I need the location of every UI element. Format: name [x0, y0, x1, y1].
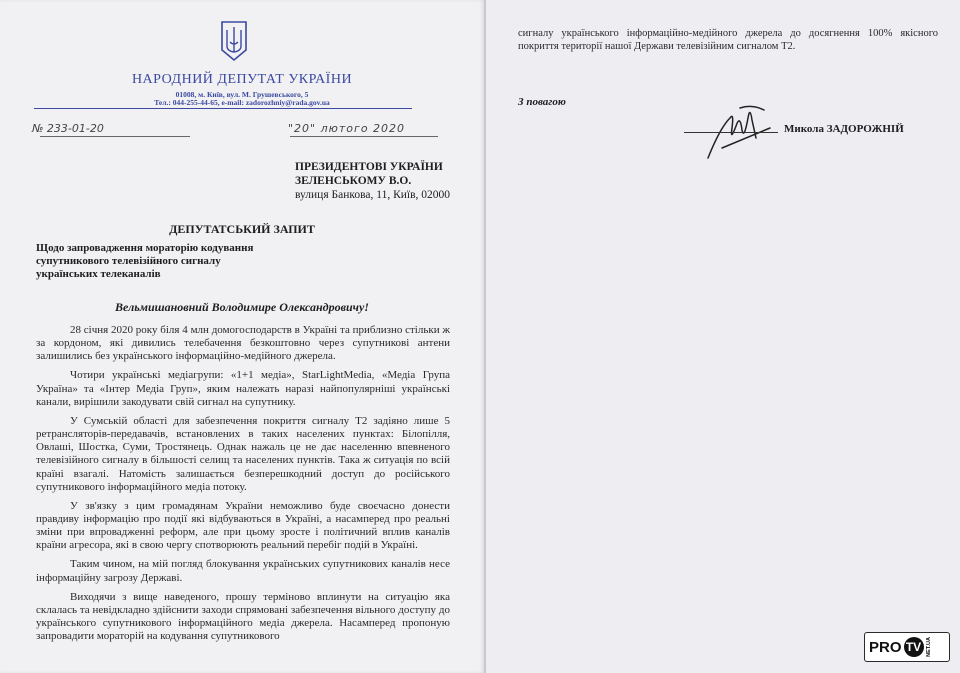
signatory-name: Микола ЗАДОРОЖНІЙ — [784, 123, 904, 135]
paragraph: Виходячи з вище наведеного, прошу терміново вплинути на ситуацію яка склалась та невідкладно здійснити заходи спрямовані забезпечення вільного доступу до українського супутникового інформаційного медіа джерела. Насамперед пропоную запровадити мораторій на кодування супутникового — [36, 590, 450, 643]
salutation: Вельмишановний Володимире Олександровичу! — [115, 300, 369, 314]
date-underline — [290, 136, 438, 137]
letterhead-address: 01008, м. Київ, вул. М. Грушевського, 5 — [175, 90, 309, 99]
subject-line-1: Щодо запровадження мораторію кодування — [36, 242, 254, 254]
paragraph: Чотири українські медіагрупи: «1+1 медіа», StarLightMedia, «Медіа Група Україна» та «Інтер Медіа Груп», яким належать наразі найпопулярніші українські канали, вирішили закодувати свій сигнал на супутнику. — [36, 369, 450, 408]
subject-line-3: українських телеканалів — [36, 268, 161, 280]
paragraph: У зв'язку з цим громадянам України неможливо буде своєчасно донести правдиву інформацію про події які відбуваються в Україні, а насамперед про реальні зміни при впровадженні реформ, але при цьому зросте і політичний вплив каналів країни агресора, які в свою чергу спотворюють реальний перебіг подій в Україні. — [36, 499, 450, 552]
letterhead-title: НАРОДНИЙ ДЕПУТАТ УКРАЇНИ — [131, 72, 353, 87]
protv-watermark-logo — [864, 632, 950, 662]
letter-date: "20" лютого 2020 — [288, 122, 406, 135]
paragraph: У Сумській області для забезпечення покриття сигналу Т2 задіяно лише 5 ретрансляторів-передавачів, встановлених в таких населених пунктах: Білопілля, Овлаші, Шостка, Суми, Тростянець. Однак нажаль це не дає населенню впевненого телевізійного сигналу в більшості селищ та населених пунктів. Така ж ситуація по всій країні взагалі. Натомість залишається безперешкодний доступ до російського супутникового інформаційного медіа потоку. — [36, 414, 450, 493]
subject-block — [36, 242, 296, 281]
paragraph: Таким чином, на мій погляд блокування українських супутникових каналів несе інформаційну загрозу Державі. — [36, 558, 450, 584]
signature-line — [684, 132, 778, 133]
logo-net-text: NET.UA — [925, 637, 932, 657]
document-heading: ДЕПУТАТСЬКИЙ ЗАПИТ — [169, 222, 315, 236]
subject-line-2: супутникового телевізійного сигналу — [36, 255, 221, 267]
logo-pro-text: PRO — [869, 638, 902, 656]
outgoing-number: № 233-01-20 — [32, 122, 104, 135]
letter-body — [36, 324, 450, 649]
continuation-text: сигналу українського інформаційно-медійного джерела до досягнення 100% якісного покриття території нашої Держави телевізійним сигналом Т2. — [518, 28, 938, 52]
letterhead-contacts: Тел.: 044-255-44-65, e-mail: zadorozhniy@rada.gov.ua — [154, 98, 330, 107]
number-underline — [40, 136, 190, 137]
closing-text: З повагою — [518, 96, 566, 108]
addressee-block — [295, 160, 450, 202]
addressee-address: вулиця Банкова, 11, Київ, 02000 — [295, 189, 451, 201]
signature-icon — [700, 98, 780, 164]
trident-icon — [219, 20, 249, 62]
paragraph: 28 січня 2020 року біля 4 млн домогосподарств в Україні та приблизно стільки ж за кордоном, які дивились телебачення безкоштовно через супутникові антени залишились без українського інформаційно-медійного джерела. — [36, 324, 450, 363]
addressee-line-1: ПРЕЗИДЕНТОВІ УКРАЇНИ — [295, 161, 443, 173]
logo-tv-circle: TV — [904, 637, 924, 657]
letterhead-divider — [34, 108, 412, 109]
addressee-line-2: ЗЕЛЕНСЬКОМУ В.О. — [295, 175, 412, 187]
